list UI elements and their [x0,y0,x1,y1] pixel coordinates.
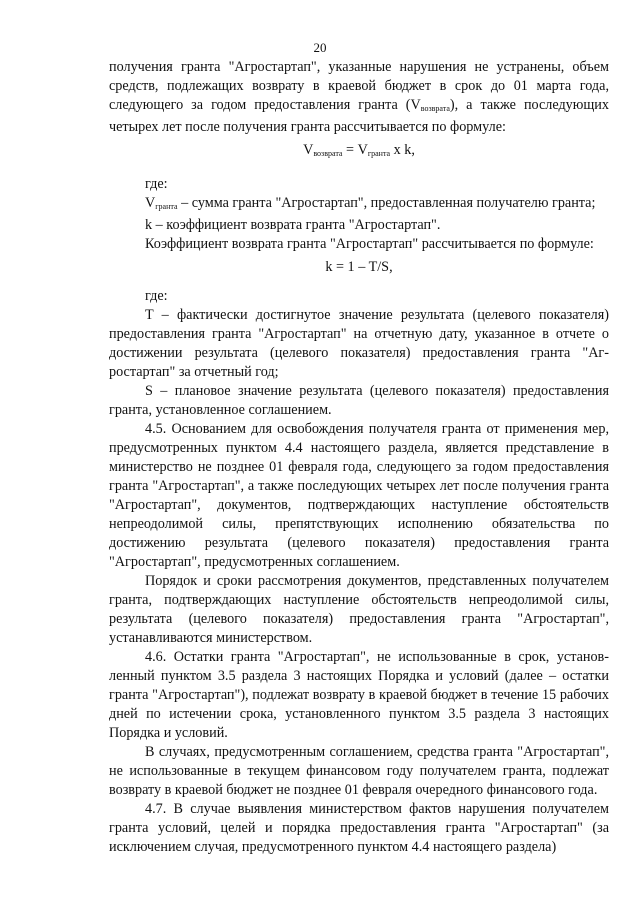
page-number: 20 [313,40,327,55]
coefficient-intro: Коэффициент возврата гранта "Агростартап" рассчитывается по формуле: [145,236,594,252]
definition-planned-value: S – плановое значение результата (целевого показателя) предоставления гранта, установленное соглашением. [109,383,609,418]
subscript: возврата [420,104,450,113]
where-label: где: [145,288,168,304]
definition-subscript: гранта [155,202,178,211]
paragraph-text-tail: ), а также последующих четырех лет после получения гранта рассчитывается по формуле: [109,97,609,135]
formula-subscript: возврата [313,149,343,158]
formula-subscript: гранта [367,149,391,158]
formula-operator: = [342,142,358,158]
where-label: где: [145,176,168,192]
formula-rest: x k, [390,142,415,158]
paragraph-return-cases: В случаях, предусмотренным соглашением, средства гранта "Агростартап", не использованные в текущем финансовом году получателем гранта, подлежат возврату в краевой бюджет не позднее 01 февраля очередного финансового года. [109,744,609,798]
definition-text: – сумма гранта "Агростартап", предоставленная получателю гранта; [177,195,596,211]
definition-coefficient: k – коэффициент возврата гранта "Агростартап". [145,217,441,233]
paragraph-4-7: 4.7. В случае выявления министерством фактов нарушения получателем гранта условий, целей и порядка предоставления гранта "Агростартап" (за исключением случая, предусмотренного пунктом 4.4 настоящего раздела) [109,801,609,855]
document-body [109,58,609,857]
paragraph-grant-return-volume [109,58,609,137]
definition-symbol: V [145,195,156,211]
paragraph-text: получения гранта "Агростартап", указанные нарушения не устранены, объем средств, подлежащих возврату в краевой бюджет в срок до 01 марта года, следующего за годом предоставления гранта (V [109,59,609,113]
definition-grant-amount [109,194,609,216]
formula-return-volume [109,141,609,163]
paragraph-4-5: 4.5. Основанием для освобождения получателя гранта от применения мер, предусмотренных пунктом 4.4 настоящего раздела, является представление в министерство не позднее 01 февраля года, следующего за годом предоставления гранта "Агростартап", а также последующих четырех лет после получения гранта "Агростартап", документов, подтверждающих наступление обстоятельств непреодолимой силы, препятствующих исполнению обязательства по достижению результата (целевого показателя) предоставления гранта "Агростартап", предусмотренных соглашением. [109,421,609,570]
formula-symbol: V [303,142,314,158]
paragraph-review-order: Порядок и сроки рассмотрения документов, представленных получателем гранта, подтверждающих наступление обстоятельств непреодолимой силы, результата (целевого показателя) предоставления гранта "Агростартап", устанавливаются министерством. [109,573,609,646]
definition-actual-value: T – фактически достигнутое значение результата (целевого показателя) предоставления гранта "Агростартап" на отчетную дату, указанное в отчете о достижении результата (целевого показателя) предоставления гранта "Агростартап" за отчетный год; [109,307,609,380]
formula-coefficient: k = 1 – T/S, [325,259,393,275]
formula-symbol: V [357,142,368,158]
paragraph-4-6: 4.6. Остатки гранта "Агростартап", не использованные в срок, установленный пунктом 3.5 раздела 3 настоящих Порядка и условий (далее – остатки гранта "Агростартап"), подлежат возврату в краевой бюджет в течение 15 рабочих дней по истечении срока, установленного пунктом 3.5 раздела 3 настоящих Порядка и условий. [109,649,609,741]
